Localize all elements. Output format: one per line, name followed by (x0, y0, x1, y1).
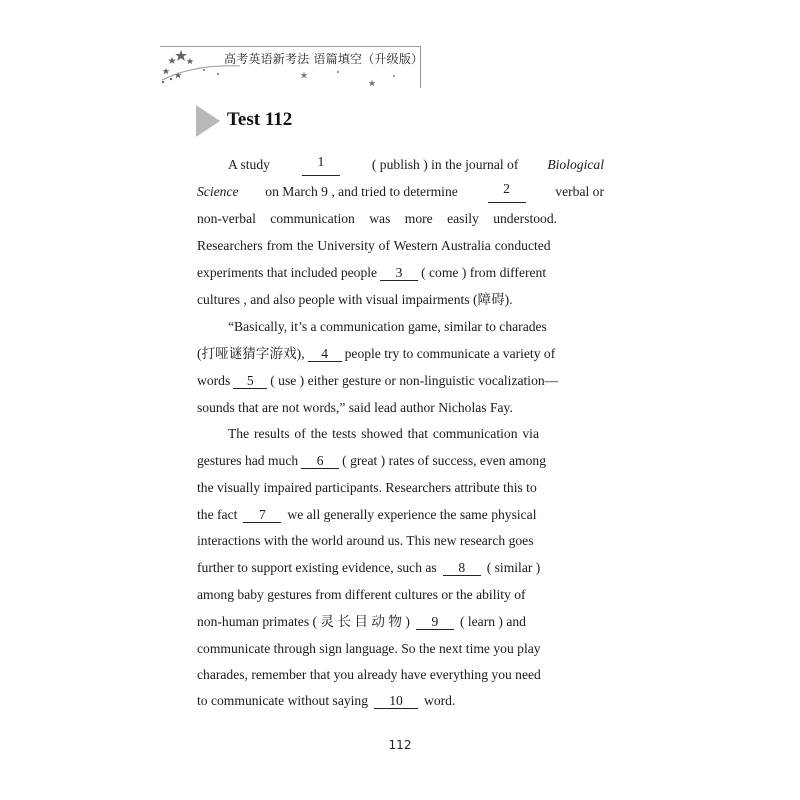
blank-5: 5 (233, 373, 267, 389)
passage-line: to communicate without saying 10 word. (197, 693, 456, 708)
passage-line: Science on March 9 , and tried to determine 2 verbal or (197, 181, 604, 203)
passage-line: non-verbal communication was more easily understood. (197, 211, 558, 226)
passage-line: further to support existing evidence, such as 8 ( similar ) (197, 560, 541, 575)
blank-9: 9 (416, 614, 454, 630)
page-number: 112 (388, 738, 412, 752)
dot-icon (170, 78, 172, 80)
passage-line: The results of the tests showed that communication via (228, 426, 539, 441)
blank-6: 6 (301, 453, 339, 469)
blank-3: 3 (380, 265, 418, 281)
dot-icon (162, 81, 164, 83)
triangle-icon (196, 105, 220, 137)
passage-line: among baby gestures from different cultures or the ability of (197, 587, 526, 602)
passage-line: sounds that are not words,” said lead author Nicholas Fay. (197, 400, 513, 415)
blank-10: 10 (374, 693, 418, 709)
star-icon (168, 57, 176, 64)
star-icon (162, 68, 169, 74)
star-icon (175, 50, 187, 61)
passage-line: A study 1 ( publish ) in the journal of Biological (228, 154, 604, 176)
swoosh-icon (162, 66, 240, 80)
passage-line: charades, remember that you already have everything you need (197, 667, 541, 682)
passage-line: the visually impaired participants. Researchers attribute this to (197, 480, 537, 495)
dot-icon (217, 73, 219, 75)
passage-line: non-human primates ( 灵 长 目 动 物 ) 9 ( learn ) and (197, 614, 526, 629)
passage-line: experiments that included people 3 ( come ) from different (197, 265, 547, 280)
running-header (160, 46, 424, 88)
blank-7: 7 (243, 507, 281, 523)
blank-1: 1 (302, 154, 340, 176)
test-title: Test 112 (227, 109, 293, 130)
passage-line: cultures , and also people with visual impairments (障碍). (197, 292, 513, 307)
passage-line: communicate through sign language. So the next time you play (197, 641, 541, 656)
passage-line: words 5 ( use ) either gesture or non-linguistic vocalization— (197, 373, 559, 388)
passage-line: (打哑谜猜字游戏), 4 people try to communicate a variety of (197, 346, 556, 361)
blank-2: 2 (488, 181, 526, 203)
passage-line: “Basically, it’s a communication game, similar to charades (228, 319, 547, 334)
dot-icon (203, 69, 205, 71)
blank-4: 4 (308, 346, 342, 362)
passage-line: the fact 7 we all generally experience the same physical (197, 507, 537, 522)
header-title: 高考英语新考法 语篇填空（升级版） (224, 52, 424, 66)
passage-line: gestures had much 6 ( great ) rates of success, even among (197, 453, 546, 468)
blank-8: 8 (443, 560, 481, 576)
star-icon (186, 58, 193, 64)
passage-line: interactions with the world around us. This new research goes (197, 533, 534, 548)
passage-line: Researchers from the University of Western Australia conducted (197, 238, 551, 253)
stars-decoration-right-icon (298, 66, 418, 88)
